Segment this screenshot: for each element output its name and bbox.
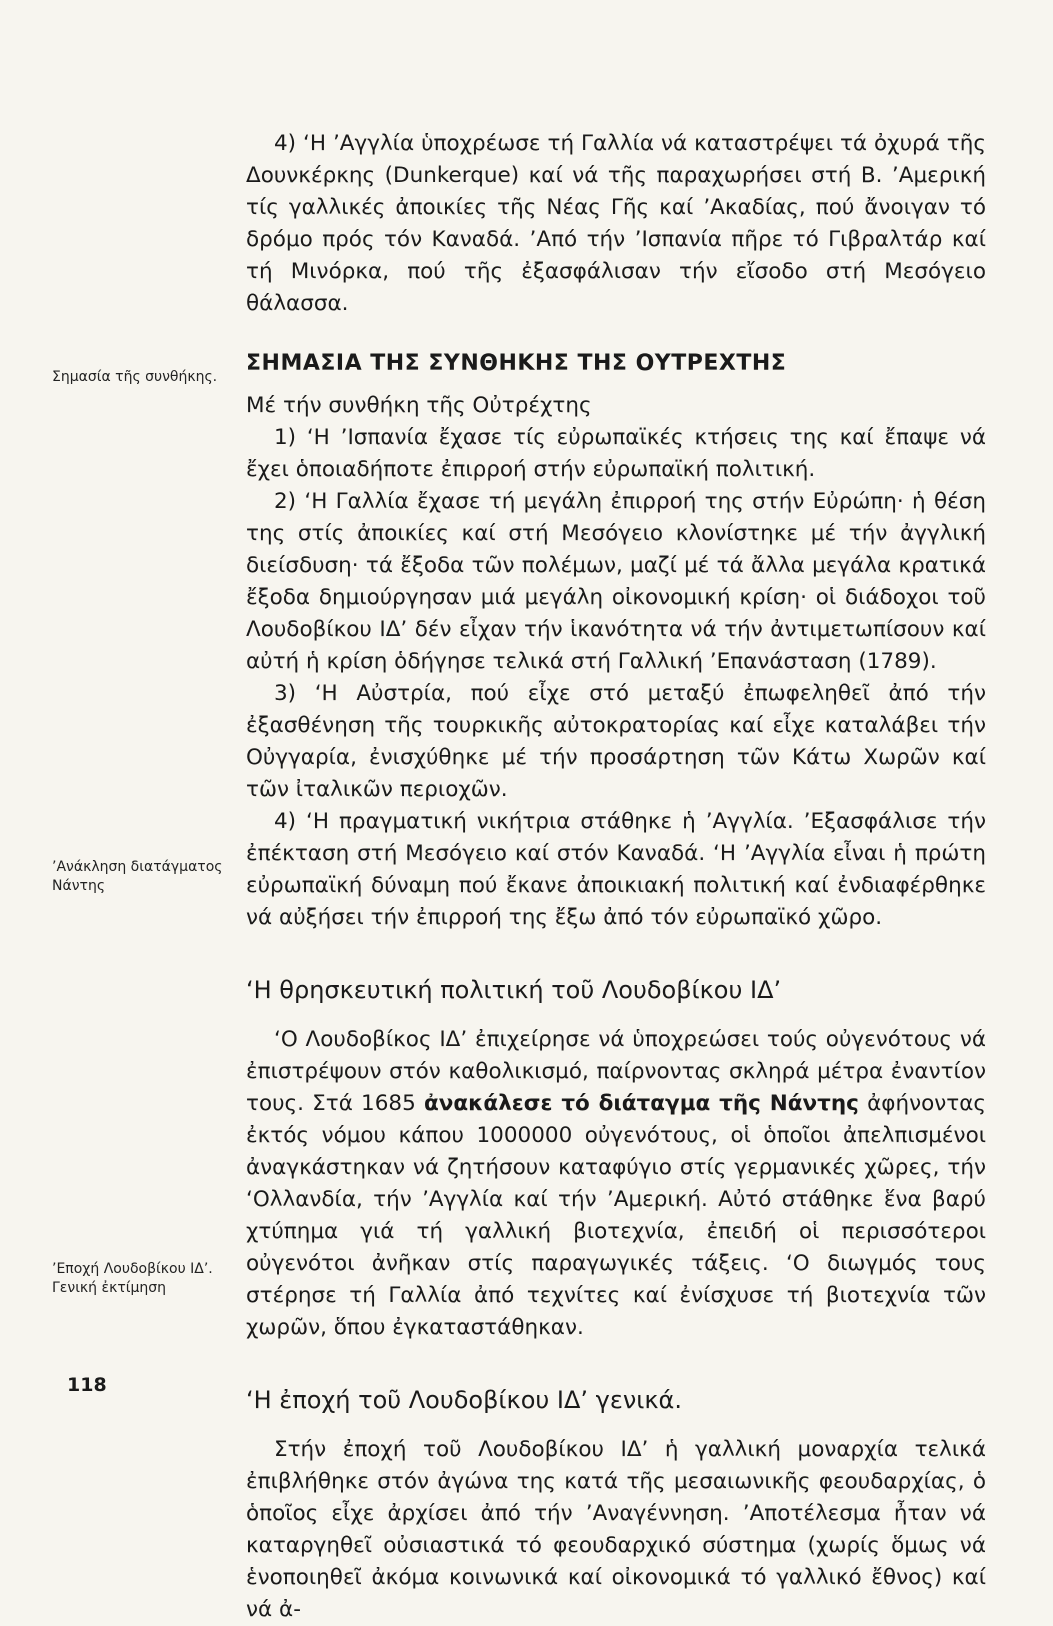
section-heading-religious-policy: ‘Η θρησκευτική πολιτική τοῦ Λουδοβίκου ΙΔ’ [246, 976, 782, 1004]
paragraph-england-gains: 4) ‘Η ’Αγγλία ὑποχρέωσε τή Γαλλία νά καταστρέψει τά ὀχυρά τῆς Δουνκέρκης (Dunkerque) καί νά τῆς παραχωρήσει στή Β. ’Αμερική τίς γαλλικές ἀποικίες τῆς Νέας Γῆς καί ’Ακαδίας, πού ἄνοιγαν τό δρόμο πρός τόν Καναδά. ’Από τήν ’Ισπανία πῆρε τό Γιβραλτάρ καί τή Μινόρκα, πού τῆς ἐξασφάλισαν τήν εἴσοδο στή Μεσόγειο θάλασσα. [246, 131, 986, 316]
religious-policy-bold-phrase: ἀνακάλεσε τό διάταγμα τῆς Νάντης [423, 1091, 859, 1116]
section-heading-louis-era: ‘Η ἐποχή τοῦ Λουδοβίκου ΙΔ’ γενικά. [246, 1386, 682, 1414]
margin-note-nantes-revocation: ’Ανάκληση διατάγματος Νάντης [52, 859, 223, 894]
utrecht-intro: Μέ τήν συνθήκη τῆς Οὐτρέχτης [246, 393, 592, 418]
margin-note-louis-era: ’Εποχή Λουδοβίκου ΙΔ’. Γενική ἐκτίμηση [52, 1261, 213, 1296]
utrecht-item-austria: 3) ‘Η Αὐστρία, πού εἶχε στό μεταξύ ἐπωφεληθεῖ ἀπό τήν ἐξασθένηση τῆς τουρκικῆς αὐτοκρατορίας καί εἶχε καταλάβει τήν Οὐγγαρία, ἐνισχύθηκε μέ τήν προσάρτηση τῶν Κάτω Χωρῶν καί τῶν ἰταλικῶν περιοχῶν. [246, 681, 986, 802]
utrecht-item-spain: 1) ‘Η ’Ισπανία ἔχασε τίς εὐρωπαϊκές κτήσεις της καί ἔπαψε νά ἔχει ὁποιαδήποτε ἐπιρροή στήν εὐρωπαϊκή πολιτική. [246, 425, 986, 482]
utrecht-item-england: 4) ‘Η πραγματική νικήτρια στάθηκε ἡ ’Αγγλία. ’Εξασφάλισε τήν ἐπέκταση στή Μεσόγειο καί στόν Καναδά. ‘Η ’Αγγλία εἶναι ἡ πρώτη εὐρωπαϊκή δύναμη πού ἔκανε ἀποικιακή πολιτική καί ἐνδιαφέρθηκε νά αὐξήσει τήν ἐπιρροή της ἔξω ἀπό τόν εὐρωπαϊκό χῶρο. [246, 809, 986, 930]
paragraph-louis-era: Στήν ἐποχή τοῦ Λουδοβίκου ΙΔ’ ἡ γαλλική μοναρχία τελικά ἐπιβλήθηκε στόν ἀγώνα της κατά τῆς μεσαιωνικῆς φεουδαρχίας, ὁ ὁποῖος εἶχε ἀρχίσει ἀπό τήν ’Αναγέννηση. ’Αποτέλεσμα ἦταν νά καταργηθεῖ οὐσιαστικά τό φεουδαρχικό σύστημα (χωρίς ὅμως νά ἑνοποιηθεῖ ἀκόμα κοινωνικά καί οἰκονομικά τό γαλλικό ἔθνος) καί νά ἀ- [246, 1437, 986, 1622]
section-heading-utrecht: ΣΗΜΑΣΙΑ ΤΗΣ ΣΥΝΘΗΚΗΣ ΤΗΣ ΟΥΤΡΕΧΤΗΣ [246, 351, 787, 376]
main-text-column [246, 128, 986, 1626]
utrecht-item-france: 2) ‘Η Γαλλία ἔχασε τή μεγάλη ἐπιρροή της στήν Εὐρώπη· ἡ θέση της στίς ἀποικίες καί στή Μεσόγειο κλονίστηκε μέ τήν ἀγγλική διείσδυση· τά ἔξοδα τῶν πολέμων, μαζί μέ τά ἄλλα μεγάλα κρατικά ἔξοδα δημιούργησαν μιά μεγάλη οἰκονομική κρίση· οἱ διάδοχοι τοῦ Λουδοβίκου ΙΔ’ δέν εἶχαν τήν ἱκανότητα νά τήν ἀντιμετωπίσουν καί αὐτή ἡ κρίση ὁδήγησε τελικά στή Γαλλική ’Επανάσταση (1789). [246, 489, 986, 674]
margin-note-treaty-significance: Σημασία τῆς συνθήκης. [52, 369, 218, 385]
religious-policy-text-start: ‘Ο Λουδοβίκος ΙΔ’ ἐπιχείρησε νά ὑποχρεώσει τούς οὐγενότους νά ἐπιστρέψουν στόν καθολικισμό, παίρνοντας σκληρά μέτρα ἐναντίον τους. Στά 1685 [246, 1027, 986, 1116]
paragraph-religious-policy [246, 1024, 986, 1344]
religious-policy-text-end: ἀφήνοντας ἐκτός νόμου κάπου 1000000 οὐγενότους, οἱ ὁποῖοι ἀπελπισμένοι ἀναγκάστηκαν νά ζητήσουν καταφύγιο στίς γερμανικές χῶρες, τήν ‘Ολλανδία, τήν ’Αγγλία καί τήν ’Αμερική. Αὐτό στάθηκε ἕνα βαρύ χτύπημα γιά τή γαλλική βιοτεχνία, ἐπειδή οἱ περισσότεροι οὐγενότοι ἀνῆκαν στίς παραγωγικές τάξεις. ‘Ο διωγμός τους στέρησε τή Γαλλία ἀπό τεχνίτες καί ἐνίσχυσε τή βιοτεχνία τῶν χωρῶν, ὅπου ἐγκαταστάθηκαν. [246, 1091, 986, 1340]
page-number: 118 [67, 1374, 107, 1396]
